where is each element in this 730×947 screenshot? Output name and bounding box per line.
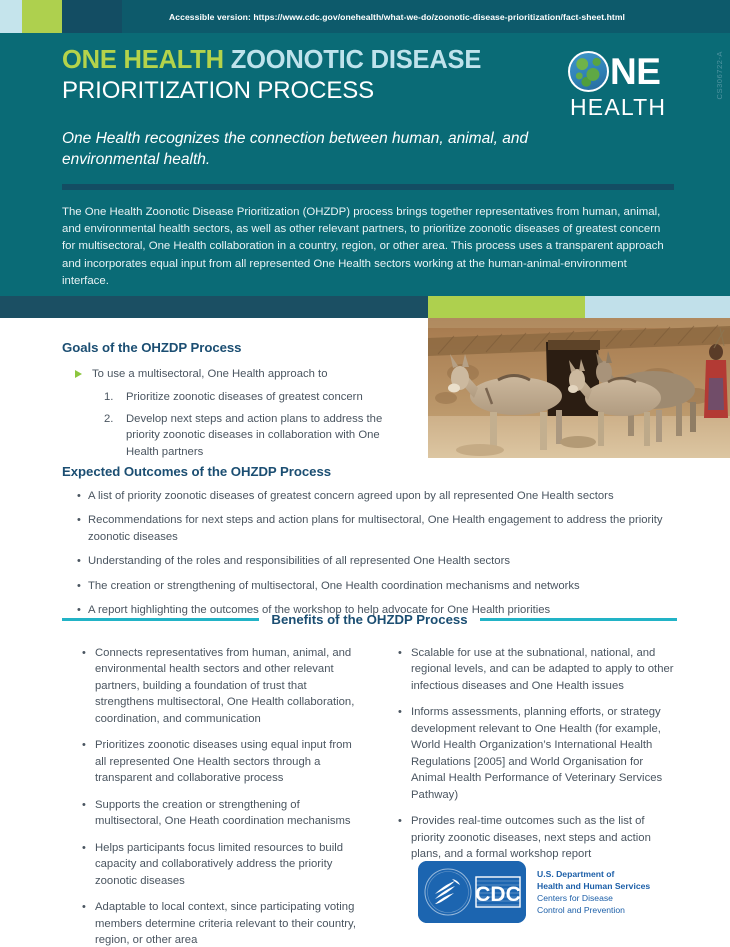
- bullet-icon: •: [82, 798, 86, 811]
- document-code: CS306722-A: [715, 51, 724, 100]
- bullet-icon: •: [77, 579, 81, 592]
- list-item: [62, 797, 360, 830]
- outcomes-list: [62, 488, 677, 619]
- bullet-icon: •: [398, 647, 402, 659]
- agency-line-1: Centers for Disease: [537, 893, 613, 903]
- benefits-left-column: [62, 636, 360, 947]
- list-item: [62, 488, 677, 504]
- header-divider: [62, 184, 674, 190]
- outcome-text: Recommendations for next steps and action plans for multisectoral, One Health engagement to address the priority zoonotic diseases: [88, 514, 663, 543]
- goals-section: [62, 340, 412, 465]
- arrow-right-icon: [62, 366, 78, 382]
- svg-text:CDC: CDC: [475, 883, 521, 906]
- bullet-icon: •: [398, 815, 402, 828]
- list-item: [104, 389, 412, 405]
- one-health-logo-health: HEALTH: [570, 94, 667, 120]
- bullet-icon: •: [77, 604, 81, 617]
- benefits-right-list: [378, 645, 676, 863]
- one-health-logo-ne: NE: [610, 50, 661, 92]
- bullet-icon: •: [77, 555, 81, 568]
- cdc-footer: [418, 861, 650, 923]
- list-item: [62, 578, 677, 594]
- goals-heading: Goals of the OHZDP Process: [62, 340, 242, 355]
- title-highlight: ONE HEALTH: [62, 46, 224, 74]
- outcomes-section: [62, 464, 677, 627]
- accent-block-navy: [62, 0, 122, 33]
- benefit-text: Supports the creation or strengthening of multisectoral, One Heath coordination mechanisms: [95, 798, 351, 828]
- list-item: [378, 645, 676, 694]
- header-band: [0, 33, 730, 296]
- benefit-text: Connects representatives from human, animal, and environmental health sectors and other relevant partners, building a foundation of trust that strengthens multisectoral, One Health collaboration, coordination, and communication: [95, 647, 355, 725]
- outcome-text: A list of priority zoonotic diseases of greatest concern agreed upon by all represented One Health sectors: [88, 490, 614, 502]
- globe-icon: [568, 51, 609, 92]
- list-item: [62, 899, 360, 947]
- list-item: [62, 553, 677, 569]
- accent-block-light-blue: [0, 0, 22, 33]
- hhs-cdc-logo-icon: [418, 861, 526, 923]
- list-item: [62, 737, 360, 786]
- bullet-icon: •: [82, 647, 86, 659]
- benefit-text: Adaptable to local context, since participating voting members determine criteria relevant to their country, region, or other area: [95, 901, 356, 947]
- benefit-text: Provides real-time outcomes such as the list of priority zoonotic diseases, next steps and action plans, and a formal workshop report: [411, 815, 651, 861]
- one-health-logo: [568, 49, 688, 119]
- bullet-icon: •: [82, 901, 86, 914]
- intro-paragraph: The One Health Zoonotic Disease Prioritization (OHZDP) process brings together representatives from human, animal, and environmental health sectors, as well as other relevant partners, to prioritize zoonotic diseases of greatest concern for multisectoral, One Health collaboration in a country, region, or other area. This process uses a transparent approach and incorporates equal input from all represented One Health sectors working at the human-animal-environment interface.: [62, 205, 664, 288]
- bullet-icon: •: [82, 739, 86, 752]
- donkeys-photo-illustration: [428, 318, 730, 458]
- goals-list: [62, 389, 412, 460]
- benefit-text: Helps participants focus limited resources to build capacity and collaboratively address the priority zoonotic diseases: [95, 841, 344, 887]
- tagline: One Health recognizes the connection between human, animal, and environmental health.: [62, 130, 529, 169]
- benefits-rule-right: [480, 618, 677, 621]
- agency-line-2: Control and Prevention: [537, 905, 625, 916]
- top-bar: [0, 0, 730, 33]
- donkeys-photo: [428, 318, 730, 458]
- goals-lead-row: [62, 366, 412, 382]
- page-title-line-2: PRIORITIZATION PROCESS: [62, 77, 375, 105]
- sub-band-green: [428, 296, 585, 318]
- sub-band-light-blue: [585, 296, 730, 318]
- outcome-text: The creation or strengthening of multisectoral, One Health coordination mechanisms and networks: [88, 579, 580, 592]
- goal-text: Prioritize zoonotic diseases of greatest concern: [126, 391, 363, 404]
- dept-line-2: Health and Human Services: [537, 880, 651, 891]
- benefit-text: Scalable for use at the subnational, national, and regional levels, and can be adapted to apply to other infectious diseases and One Health issues: [411, 647, 674, 692]
- list-item: [378, 704, 676, 803]
- title-rest: ZOONOTIC DISEASE: [223, 46, 482, 74]
- one-health-logo-row: [568, 49, 688, 93]
- benefits-heading: Benefits of the OHZDP Process: [271, 612, 468, 627]
- accessible-version-link[interactable]: Accessible version: https://www.cdc.gov/onehealth/what-we-do/zoonotic-disease-prioritization/fact-sheet.html: [169, 11, 625, 22]
- outcome-text: Understanding of the roles and responsibilities of all represented One Health sectors: [88, 555, 510, 568]
- bullet-icon: •: [77, 490, 81, 502]
- goal-number: 1.: [104, 391, 114, 404]
- benefit-text: Informs assessments, planning efforts, or strategy development relevant to One Health (for example, World Health Organization’s International Health Regulations [2005] and World Organisation for Animal Health Performance of Veterinary Services Pathway): [411, 706, 663, 801]
- dept-line-1: U.S. Department of: [537, 868, 615, 879]
- goal-text: Develop next steps and action plans to address the priority zoonotic diseases in collaboration with One Health partners: [126, 412, 383, 458]
- cdc-logo-badge: [418, 861, 526, 923]
- benefits-rule-left: [62, 618, 259, 621]
- list-item: [62, 512, 677, 545]
- benefits-left-list: [62, 645, 360, 947]
- list-item: [378, 813, 676, 862]
- sub-band: [0, 296, 730, 318]
- list-item: [62, 840, 360, 889]
- outcome-text: A report highlighting the outcomes of the workshop to help advocate for One Health priorities: [88, 604, 551, 617]
- accent-block-green: [22, 0, 62, 33]
- benefits-header: [62, 612, 677, 627]
- bullet-icon: •: [82, 841, 86, 854]
- goal-number: 2.: [104, 412, 114, 425]
- left-gutter: [0, 318, 10, 947]
- goals-lead-text: To use a multisectoral, One Health approach to: [92, 368, 328, 380]
- list-item: [62, 645, 360, 727]
- outcomes-heading: Expected Outcomes of the OHZDP Process: [62, 464, 332, 479]
- cdc-agency-text: [537, 868, 650, 917]
- bullet-icon: •: [398, 706, 402, 719]
- bullet-icon: •: [77, 514, 81, 527]
- benefit-text: Prioritizes zoonotic diseases using equal input from all represented One Health sectors through a transparent and collaborative process: [95, 739, 352, 785]
- list-item: [104, 411, 412, 460]
